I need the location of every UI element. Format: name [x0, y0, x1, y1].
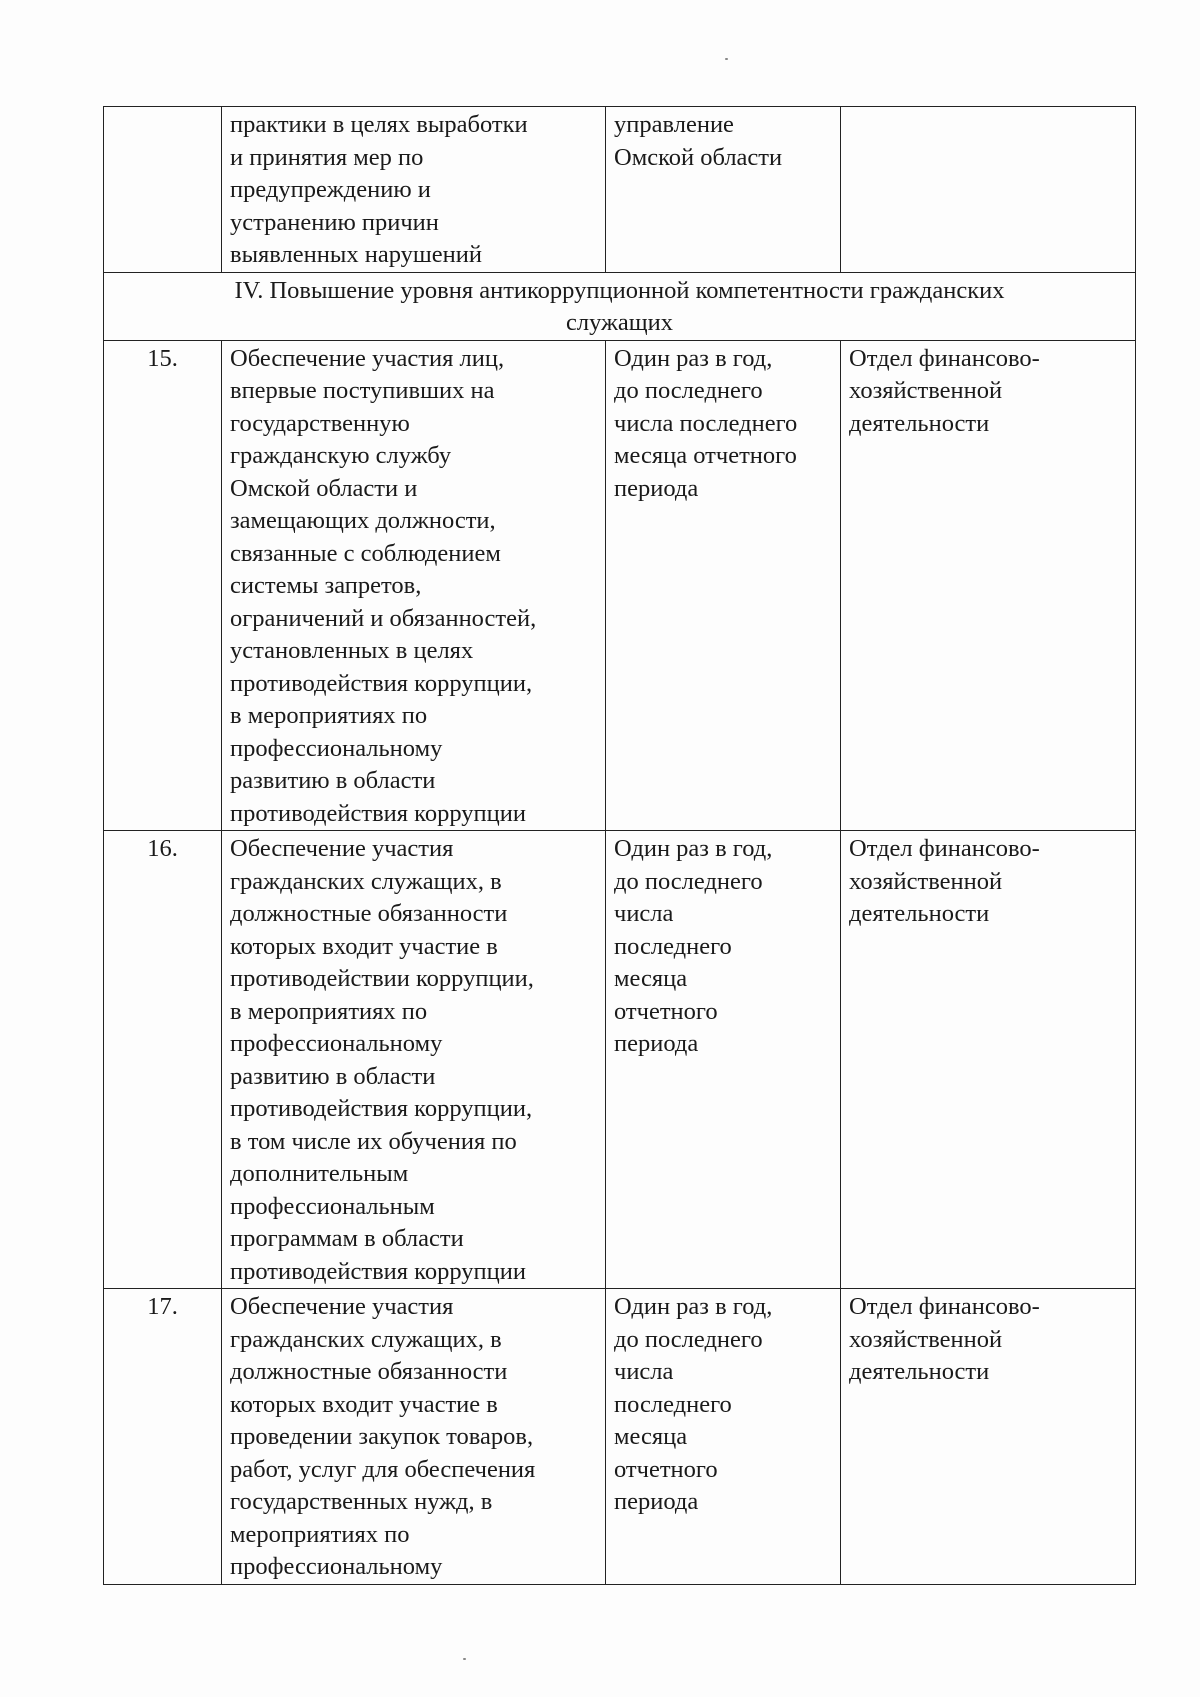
- responsible-line: хозяйственной: [849, 867, 1003, 895]
- activity-cell: [222, 1289, 606, 1585]
- term-line: до последнего: [614, 867, 763, 895]
- term-cell: [606, 340, 841, 831]
- term-line: периода: [614, 474, 699, 502]
- term-line: до последнего: [614, 1325, 763, 1353]
- activity-line: гражданскую службу: [230, 442, 452, 469]
- section-heading-line: IV. Повышение уровня антикоррупционной компетентности гражданских: [234, 276, 1005, 304]
- row-number-cell: 15.: [104, 340, 222, 831]
- activity-line: профессиональным: [230, 1192, 435, 1220]
- term-line: отчетного: [614, 1455, 718, 1483]
- activity-line: программам в области: [230, 1225, 464, 1252]
- table-row: [104, 831, 1136, 1289]
- activity-line: профессиональному: [230, 1553, 443, 1580]
- activity-line: профессиональному: [230, 734, 443, 762]
- responsible-cell: [841, 340, 1136, 831]
- responsible-line: деятельности: [849, 409, 990, 437]
- responsible-line: деятельности: [849, 900, 990, 927]
- term-line: числа: [614, 1358, 674, 1385]
- activity-line: Обеспечение участия лиц,: [230, 344, 505, 372]
- activity-line: противодействия коррупции,: [230, 669, 533, 697]
- responsible-cell: [841, 1289, 1136, 1585]
- scan-speck: [725, 58, 728, 60]
- activity-line: проведении закупок товаров,: [230, 1423, 534, 1450]
- row-number-cell: [104, 107, 222, 273]
- term-line: месяца: [614, 965, 688, 992]
- activity-line: мероприятиях по: [230, 1520, 410, 1548]
- scan-speck: [463, 1658, 466, 1660]
- activity-line: государственную: [230, 409, 410, 437]
- table-row: [104, 1289, 1136, 1585]
- activity-line: и принятия мер по: [230, 143, 424, 171]
- activity-line: в мероприятиях по: [230, 997, 428, 1025]
- activity-line: выявленных нарушений: [230, 241, 482, 268]
- activity-line: устранению причин: [230, 208, 439, 236]
- activity-line: установленных в целях: [230, 637, 474, 664]
- activity-line: противодействия коррупции,: [230, 1095, 533, 1122]
- term-line: числа последнего: [614, 409, 798, 437]
- table-row: [104, 340, 1136, 831]
- term-cell: [606, 831, 841, 1289]
- activity-line: ограничений и обязанностей,: [230, 604, 537, 632]
- responsible-line: деятельности: [849, 1358, 990, 1385]
- table-row-continuation: [104, 107, 1136, 273]
- responsible-line: хозяйственной: [849, 1325, 1003, 1353]
- activity-line: в том числе их обучения по: [230, 1127, 517, 1155]
- section-header-row: [104, 272, 1136, 340]
- activity-cell: [222, 340, 606, 831]
- activity-line: впервые поступивших на: [230, 377, 495, 404]
- term-cell: [606, 1289, 841, 1585]
- responsible-line: Отдел финансово-: [849, 835, 1040, 862]
- activity-line: должностные обязанности: [230, 1358, 508, 1385]
- activity-line: противодействии коррупции,: [230, 965, 534, 992]
- term-line: управление: [614, 111, 734, 138]
- activity-cell: [222, 107, 606, 273]
- term-line: отчетного: [614, 997, 718, 1025]
- term-line: месяца отчетного: [614, 442, 797, 469]
- responsible-cell: [841, 107, 1136, 273]
- activity-line: работ, услуг для обеспечения: [230, 1455, 536, 1483]
- term-line: до последнего: [614, 377, 763, 404]
- term-line: Один раз в год,: [614, 344, 773, 372]
- responsible-line: Отдел финансово-: [849, 344, 1040, 372]
- activity-line: замещающих должности,: [230, 507, 496, 534]
- term-line: периода: [614, 1488, 699, 1515]
- activity-line: развитию в области: [230, 1062, 436, 1090]
- activity-line: развитию в области: [230, 767, 436, 794]
- term-line: периода: [614, 1030, 699, 1057]
- activity-line: противодействия коррупции: [230, 1257, 526, 1285]
- activity-line: дополнительным: [230, 1160, 409, 1187]
- activity-line: противодействия коррупции: [230, 799, 526, 827]
- activity-cell: [222, 831, 606, 1289]
- activity-line: которых входит участие в: [230, 932, 498, 960]
- term-line: месяца: [614, 1423, 688, 1450]
- activity-line: Обеспечение участия: [230, 835, 454, 862]
- activity-line: Обеспечение участия: [230, 1293, 454, 1320]
- activity-line: практики в целях выработки: [230, 111, 528, 138]
- responsible-line: хозяйственной: [849, 377, 1003, 404]
- section-heading: [104, 272, 1136, 340]
- term-line: последнего: [614, 1390, 732, 1418]
- term-line: Омской области: [614, 143, 783, 171]
- activity-line: должностные обязанности: [230, 900, 508, 927]
- activity-line: Омской области и: [230, 474, 418, 502]
- measures-table: [103, 106, 1136, 1585]
- activity-line: связанные с соблюдением: [230, 539, 501, 567]
- row-number-cell: 17.: [104, 1289, 222, 1585]
- responsible-cell: [841, 831, 1136, 1289]
- activity-line: гражданских служащих, в: [230, 1325, 502, 1353]
- activity-line: гражданских служащих, в: [230, 867, 502, 895]
- activity-line: предупреждению и: [230, 176, 431, 203]
- measures-table-wrapper: [103, 106, 1135, 1585]
- term-line: Один раз в год,: [614, 1293, 773, 1320]
- activity-line: системы запретов,: [230, 572, 422, 599]
- row-number-cell: 16.: [104, 831, 222, 1289]
- activity-line: профессиональному: [230, 1030, 443, 1057]
- term-cell: [606, 107, 841, 273]
- responsible-line: Отдел финансово-: [849, 1293, 1040, 1320]
- term-line: числа: [614, 900, 674, 927]
- activity-line: которых входит участие в: [230, 1390, 498, 1418]
- section-heading-line: служащих: [565, 309, 674, 336]
- term-line: Один раз в год,: [614, 835, 773, 862]
- term-line: последнего: [614, 932, 732, 960]
- activity-line: государственных нужд, в: [230, 1488, 493, 1515]
- activity-line: в мероприятиях по: [230, 702, 428, 729]
